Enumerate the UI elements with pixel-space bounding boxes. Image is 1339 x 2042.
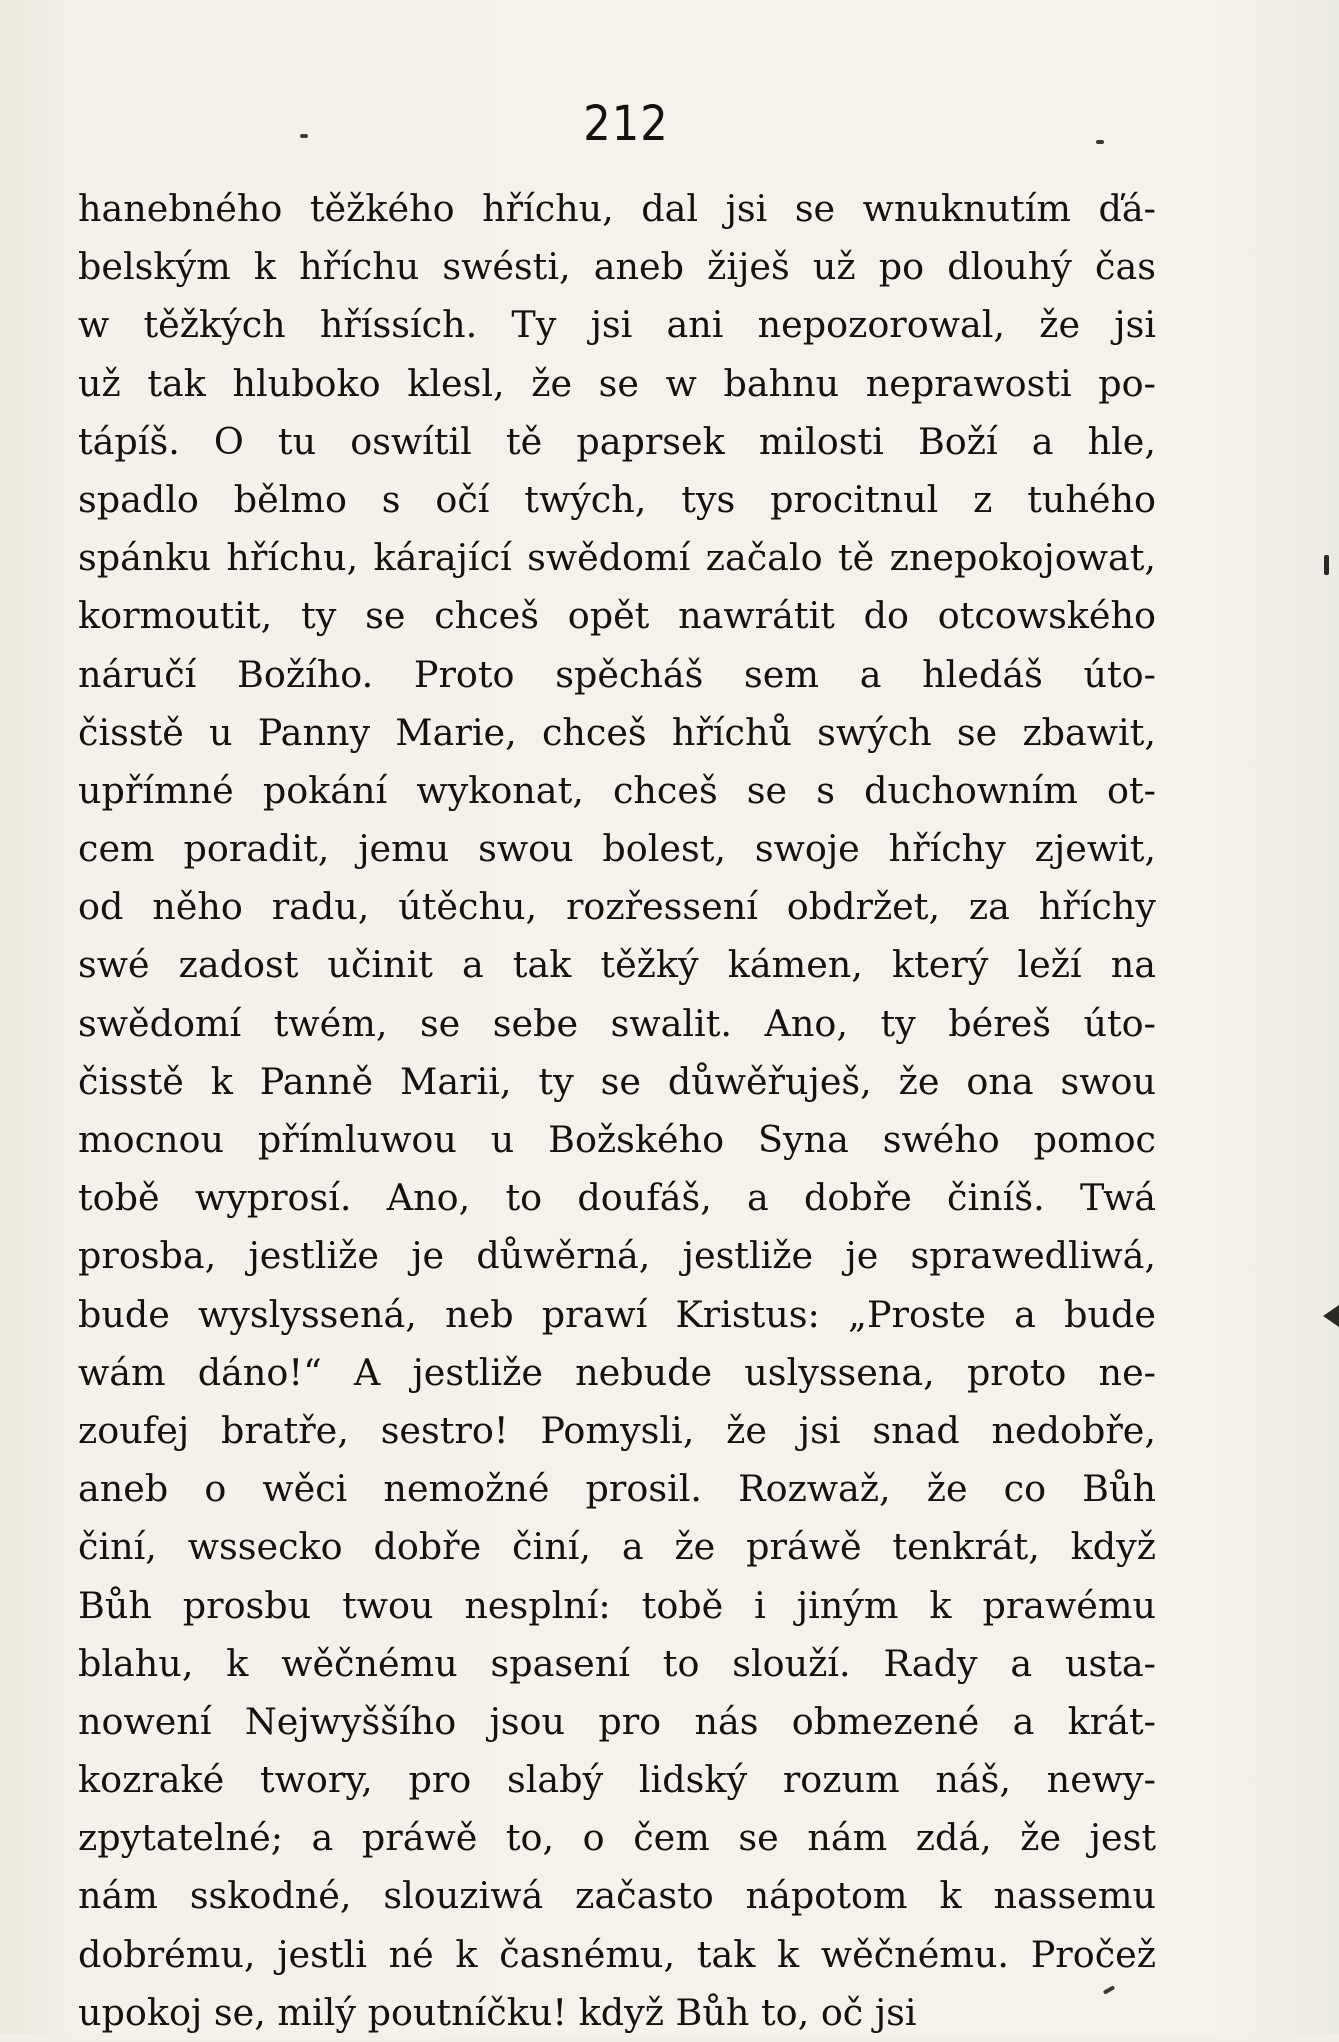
text-line: tápíš. O tu oswítil tě paprsek milosti Boží a hle, — [78, 419, 1156, 463]
text-line: zpytatelné; a práwě to, o čem se nám zdá, že jest — [78, 1816, 1156, 1860]
text-line: prosba, jestliže je důwěrná, jestliže je sprawedliwá, — [78, 1234, 1156, 1278]
text-line: nám sskodné, slouziwá začasto nápotom k nassemu — [78, 1874, 1156, 1918]
text-line: mocnou přímluwou u Božského Syna swého pomoc — [78, 1118, 1156, 1161]
text-line: kozraké twory, pro slabý lidský rozum náš, newy- — [78, 1758, 1156, 1802]
text-line: belským k hříchu swésti, aneb žiješ už po dlouhý čas — [78, 245, 1156, 289]
text-line: kormoutit, ty se chceš opět nawrátit do otcowského — [78, 594, 1156, 638]
text-line: swé zadost učinit a tak těžký kámen, který leží na — [78, 943, 1156, 987]
text-line: cem poradit, jemu swou bolest, swoje hříchy zjewit, — [78, 827, 1156, 871]
text-line: nowení Nejwyššího jsou pro nás obmezené a krát- — [78, 1699, 1156, 1743]
margin-arrow-mark — [1323, 1305, 1339, 1327]
text-line: čisstě u Panny Marie, chceš hříchů swých se zbawit, — [78, 710, 1156, 754]
margin-tick-mark — [1324, 555, 1329, 575]
text-line: náručí Božího. Proto spěcháš sem a hledáš úto- — [78, 652, 1156, 696]
text-line: swědomí twém, se sebe swalit. Ano, ty béreš úto- — [78, 1001, 1156, 1045]
text-line: upokoj se, milý poutníčku! když Bůh to, oč jsi — [78, 1990, 917, 2034]
text-line: činí, wssecko dobře činí, a že práwě tenkrát, když — [78, 1525, 1156, 1569]
text-line: spadlo bělmo s očí twých, tys procitnul z tuhého — [78, 477, 1156, 521]
text-line: Bůh prosbu twou nesplní: tobě i jiným k prawému — [78, 1583, 1156, 1627]
text-line: upřímné pokání wykonat, chceš se s duchowním ot- — [78, 768, 1156, 812]
text-line: čisstě k Panně Marii, ty se důwěřuješ, že ona swou — [78, 1059, 1156, 1103]
text-line: blahu, k wěčnému spasení to slouží. Rady a usta- — [78, 1641, 1156, 1685]
text-line: bude wyslyssená, neb prawí Kristus: „Proste a bude — [78, 1292, 1156, 1336]
text-line: tobě wyprosí. Ano, to doufáš, a dobře činíš. Twá — [78, 1176, 1156, 1220]
text-line: už tak hluboko klesl, že se w bahnu neprawosti po- — [78, 361, 1156, 405]
page-number: 212 — [583, 96, 669, 152]
text-line: w těžkých hříssích. Ty jsi ani nepozorowal, že jsi — [78, 303, 1156, 347]
text-line: wám dáno!“ A jestliže nebude uslyssena, proto ne- — [78, 1350, 1156, 1394]
text-line: aneb o wěci nemožné prosil. Rozwaž, že co Bůh — [78, 1467, 1156, 1511]
text-line: spánku hříchu, kárající swědomí začalo tě znepokojowat, — [78, 536, 1156, 580]
text-line: zoufej bratře, sestro! Pomysli, že jsi snad nedobře, — [78, 1408, 1156, 1452]
text-line: od něho radu, útěchu, rozřessení obdržet, za hříchy — [78, 885, 1156, 929]
text-line: hanebného těžkého hříchu, dal jsi se wnuknutím ďá- — [78, 187, 1156, 230]
text-line: dobrému, jestli né k časnému, tak k wěčnému. Pročež — [78, 1932, 1156, 1976]
page-text — [78, 180, 1156, 2042]
